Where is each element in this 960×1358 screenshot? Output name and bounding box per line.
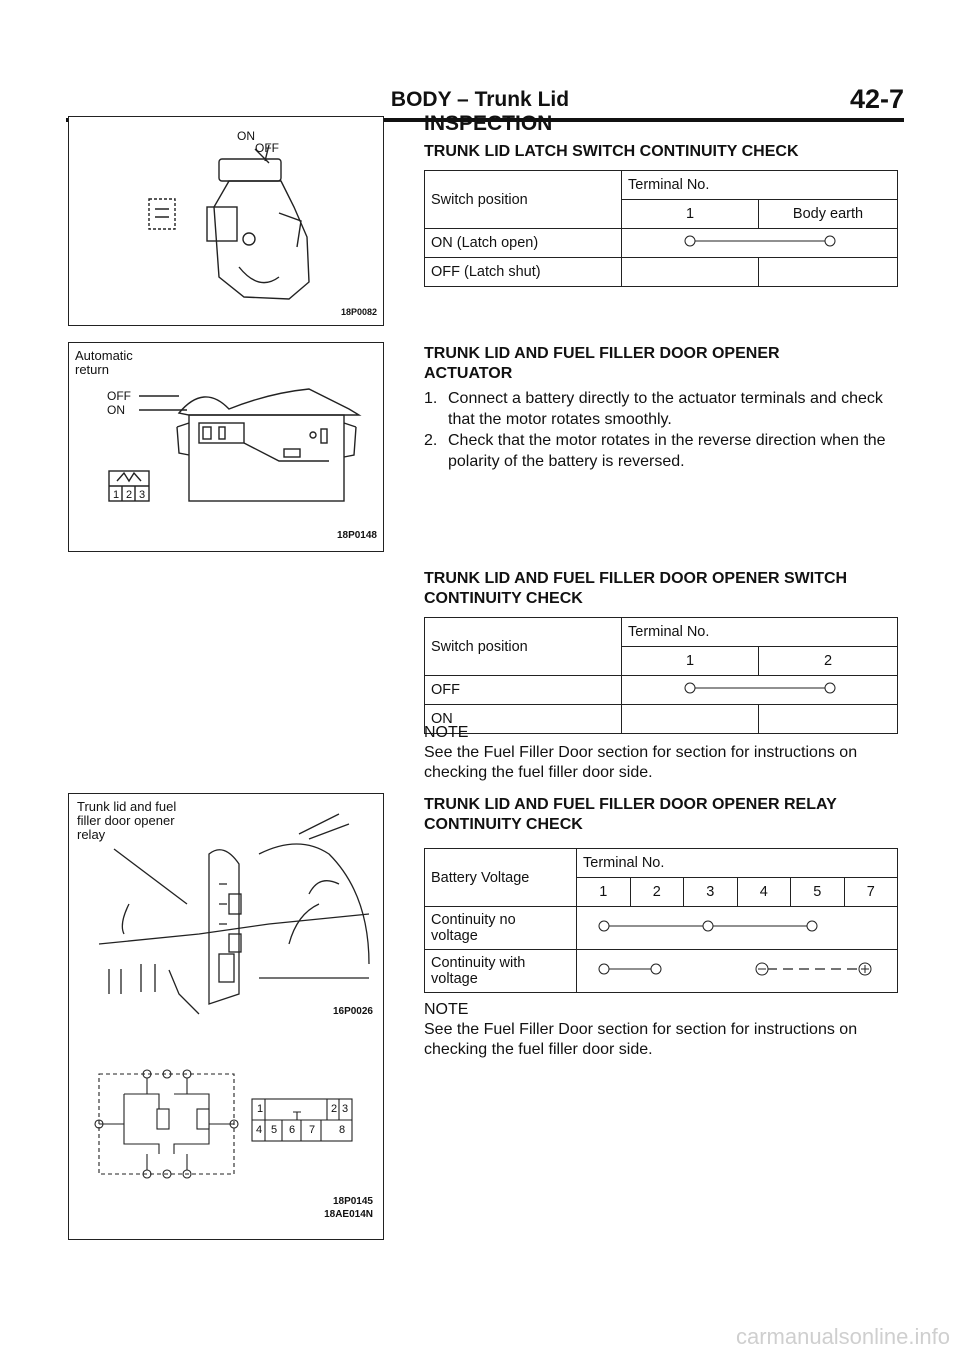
figure-code: 18P0082 xyxy=(340,307,377,317)
continuity-line xyxy=(622,229,894,253)
row-latch-shut: OFF (Latch shut) xyxy=(425,258,622,287)
switch-on-label: ON xyxy=(107,403,125,417)
relay-pin-8: 8 xyxy=(339,1124,346,1136)
relay-pin-5: 5 xyxy=(271,1124,278,1136)
auto-return-label-2: return xyxy=(75,362,109,377)
watermark: carmanualsonline.info xyxy=(735,1324,950,1349)
row-on: ON xyxy=(425,705,622,734)
actuator-heading-2: ACTUATOR xyxy=(424,365,513,382)
latch-off-label: OFF xyxy=(255,141,279,155)
terminal-1: 1 xyxy=(577,878,631,907)
terminal-2: 2 xyxy=(630,878,684,907)
auto-return-label-1: Automatic xyxy=(75,348,133,363)
pin-3: 3 xyxy=(139,489,146,501)
figure-code: 18P0148 xyxy=(336,530,377,541)
relay-label-1: Trunk lid and fuel xyxy=(77,799,177,814)
relay-table xyxy=(424,848,898,993)
step-1: 1. Connect a battery directly to the actuator terminals and check that the motor rotates smoothly. xyxy=(424,390,883,428)
col-switch-position: Switch position xyxy=(425,171,622,229)
col-switch-position: Switch position xyxy=(425,618,622,676)
header-title: BODY – Trunk Lid xyxy=(390,88,570,111)
relay-pin-2: 2 xyxy=(331,1103,338,1115)
col-battery-voltage: Battery Voltage xyxy=(425,849,577,907)
relay-pin-1: 1 xyxy=(257,1103,264,1115)
step-2: 2. Check that the motor rotates in the reverse direction when the polarity of the battery is reversed. xyxy=(424,432,886,470)
figure-code-1: 16P0026 xyxy=(332,1006,373,1017)
continuity-mark xyxy=(622,676,898,705)
figure-latch-switch xyxy=(68,116,384,326)
figure-code-2: 18P0145 xyxy=(332,1196,373,1207)
inspection-heading: INSPECTION xyxy=(424,112,553,135)
latch-heading: TRUNK LID LATCH SWITCH CONTINUITY CHECK xyxy=(424,143,799,160)
pin-2: 2 xyxy=(126,489,133,501)
col-terminal-no: Terminal No. xyxy=(622,618,898,647)
continuity-line-with-voltage xyxy=(577,950,897,988)
page-number: 42-7 xyxy=(849,84,904,114)
note-text-2: See the Fuel Filler Door section for section for instructions on checking the fuel filler door side. xyxy=(424,1021,858,1058)
note-label-2: NOTE xyxy=(424,1001,469,1018)
latch-switch-illustration xyxy=(69,117,383,325)
row-continuity-with-voltage: Continuity with voltage xyxy=(425,950,577,993)
figure-relay xyxy=(68,793,384,1240)
opener-switch-table xyxy=(424,617,898,734)
relay-heading-1: TRUNK LID AND FUEL FILLER DOOR OPENER RELAY xyxy=(424,796,837,813)
terminal-3: 3 xyxy=(684,878,738,907)
relay-label-2: filler door opener xyxy=(77,813,175,828)
terminal-7: 7 xyxy=(844,878,898,907)
terminal-2: 2 xyxy=(759,647,898,676)
latch-on-label: ON xyxy=(237,129,255,143)
continuity-mark-2 xyxy=(577,950,898,993)
col-terminal-no: Terminal No. xyxy=(577,849,898,878)
terminal-4: 4 xyxy=(737,878,791,907)
relay-pin-7: 7 xyxy=(309,1124,316,1136)
row-off: OFF xyxy=(425,676,622,705)
opener-switch-heading-2: CONTINUITY CHECK xyxy=(424,590,583,607)
continuity-line xyxy=(622,676,894,700)
continuity-mark-1 xyxy=(577,907,898,950)
relay-heading-2: CONTINUITY CHECK xyxy=(424,816,583,833)
opener-switch-illustration xyxy=(69,343,383,551)
note-label-1: NOTE xyxy=(424,724,469,741)
latch-switch-table xyxy=(424,170,898,287)
figure-opener-switch xyxy=(68,342,384,552)
figure-code-3: 18AE014N xyxy=(324,1209,373,1220)
actuator-heading-1: TRUNK LID AND FUEL FILLER DOOR OPENER xyxy=(424,345,780,362)
note-text-1: See the Fuel Filler Door section for section for instructions on checking the fuel filler door side. xyxy=(424,744,858,781)
terminal-body-earth: Body earth xyxy=(759,200,898,229)
col-terminal-no: Terminal No. xyxy=(622,171,898,200)
continuity-mark xyxy=(622,229,898,258)
pin-1: 1 xyxy=(113,489,120,501)
switch-off-label: OFF xyxy=(107,389,131,403)
relay-pin-3: 3 xyxy=(342,1103,349,1115)
terminal-1: 1 xyxy=(622,200,759,229)
actuator-steps xyxy=(424,388,898,472)
terminal-5: 5 xyxy=(791,878,845,907)
relay-label-3: relay xyxy=(77,827,106,842)
relay-pin-4: 4 xyxy=(256,1124,263,1136)
row-latch-open: ON (Latch open) xyxy=(425,229,622,258)
opener-switch-heading-1: TRUNK LID AND FUEL FILLER DOOR OPENER SWITCH xyxy=(424,570,848,587)
row-continuity-no-voltage: Continuity no voltage xyxy=(425,907,577,950)
terminal-1: 1 xyxy=(622,647,759,676)
relay-pin-6: 6 xyxy=(289,1124,296,1136)
continuity-line-1-3-5 xyxy=(577,907,897,945)
